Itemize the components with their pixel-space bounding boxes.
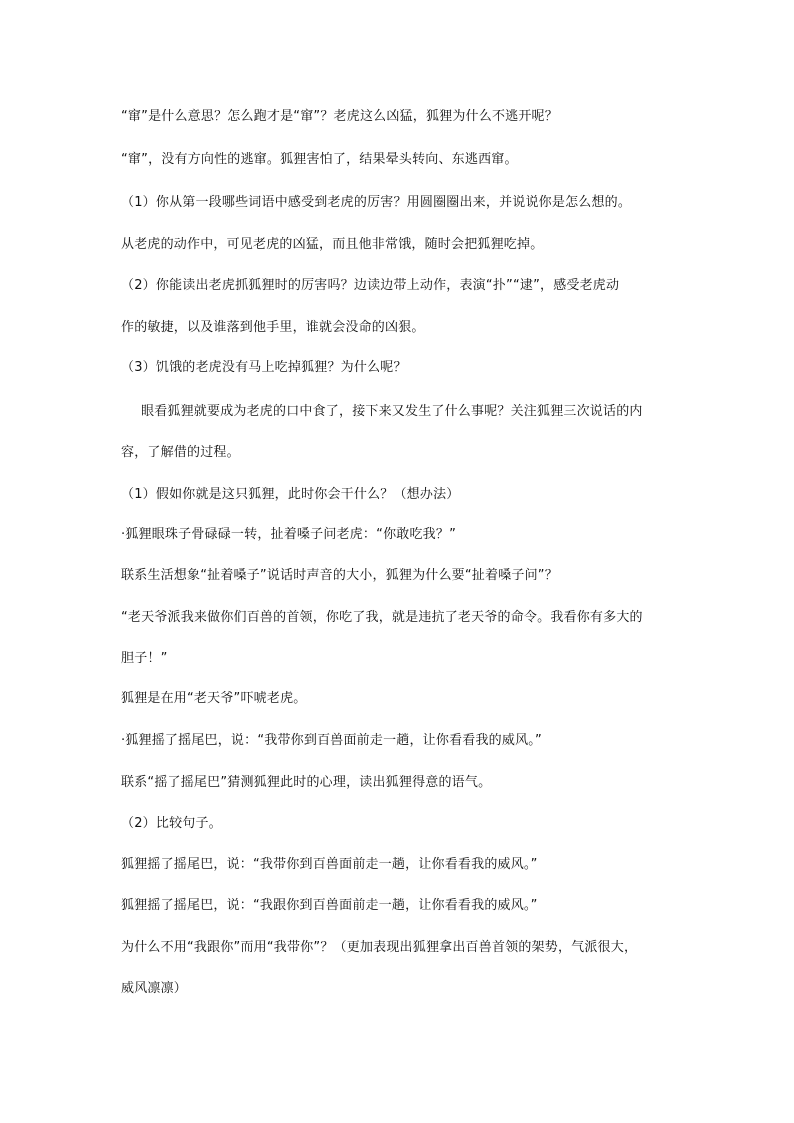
- text-line: 狐狸摇了摇尾巴，说：“我跟你到百兽面前走一趟，让你看看我的威风。”: [121, 898, 538, 913]
- text-line: 狐狸是在用“老天爷”吓唬老虎。: [121, 691, 307, 706]
- text-line: 眼看狐狸就要成为老虎的口中食了，接下来又发生了什么事呢？关注狐狸三次说话的内: [141, 404, 643, 419]
- text-line: （2）你能读出老虎抓狐狸时的厉害吗？边读边带上动作，表演“扑”“逮”，感受老虎动: [121, 278, 620, 293]
- text-line: （2）比较句子。: [121, 816, 222, 831]
- text-line: “窜”是什么意思？怎么跑才是“窜”？老虎这么凶猛，狐狸为什么不逃开呢？: [121, 109, 558, 124]
- text-line: 联系“摇了摇尾巴”猜测狐狸此时的心理，读出狐狸得意的语气。: [121, 775, 492, 790]
- text-line: 狐狸摇了摇尾巴，说：“我带你到百兽面前走一趟，让你看看我的威风。”: [121, 857, 538, 872]
- text-line: 作的敏捷，以及谁落到他手里，谁就会没命的凶狠。: [121, 320, 425, 335]
- text-line: 联系生活想象“扯着嗓子”说话时声音的大小，狐狸为什么要“扯着嗓子问”？: [121, 568, 558, 583]
- text-line: 为什么不用“我跟你”而用“我带你”？（更加表现出狐狸拿出百兽首领的架势，气派很大，: [121, 940, 638, 955]
- text-line: （1）你从第一段哪些词语中感受到老虎的厉害？用圆圈圈出来，并说说你是怎么想的。: [121, 195, 632, 210]
- text-line: “老天爷派我来做你们百兽的首领，你吃了我，就是违抗了老天爷的命令。我看你有多大的: [121, 610, 643, 625]
- text-line: 威风凛凛）: [121, 981, 188, 996]
- text-line: 从老虎的动作中，可见老虎的凶猛，而且他非常饿，随时会把狐狸吃掉。: [121, 237, 544, 252]
- text-line: 容，了解借的过程。: [121, 445, 240, 460]
- text-line: （1）假如你就是这只狐狸，此时你会干什么？（想办法）: [121, 487, 460, 502]
- text-line: （3）饥饿的老虎没有马上吃掉狐狸？为什么呢？: [121, 360, 407, 375]
- text-line: 胆子！”: [121, 651, 168, 666]
- text-line: ·狐狸眼珠子骨碌碌一转，扯着嗓子问老虎：“你敢吃我？”: [121, 527, 457, 542]
- text-line: “窜”，没有方向性的逃窜。狐狸害怕了，结果晕头转向、东逃西窜。: [121, 152, 518, 167]
- text-line: ·狐狸摇了摇尾巴，说：“我带你到百兽面前走一趟，让你看看我的威风。”: [121, 733, 542, 748]
